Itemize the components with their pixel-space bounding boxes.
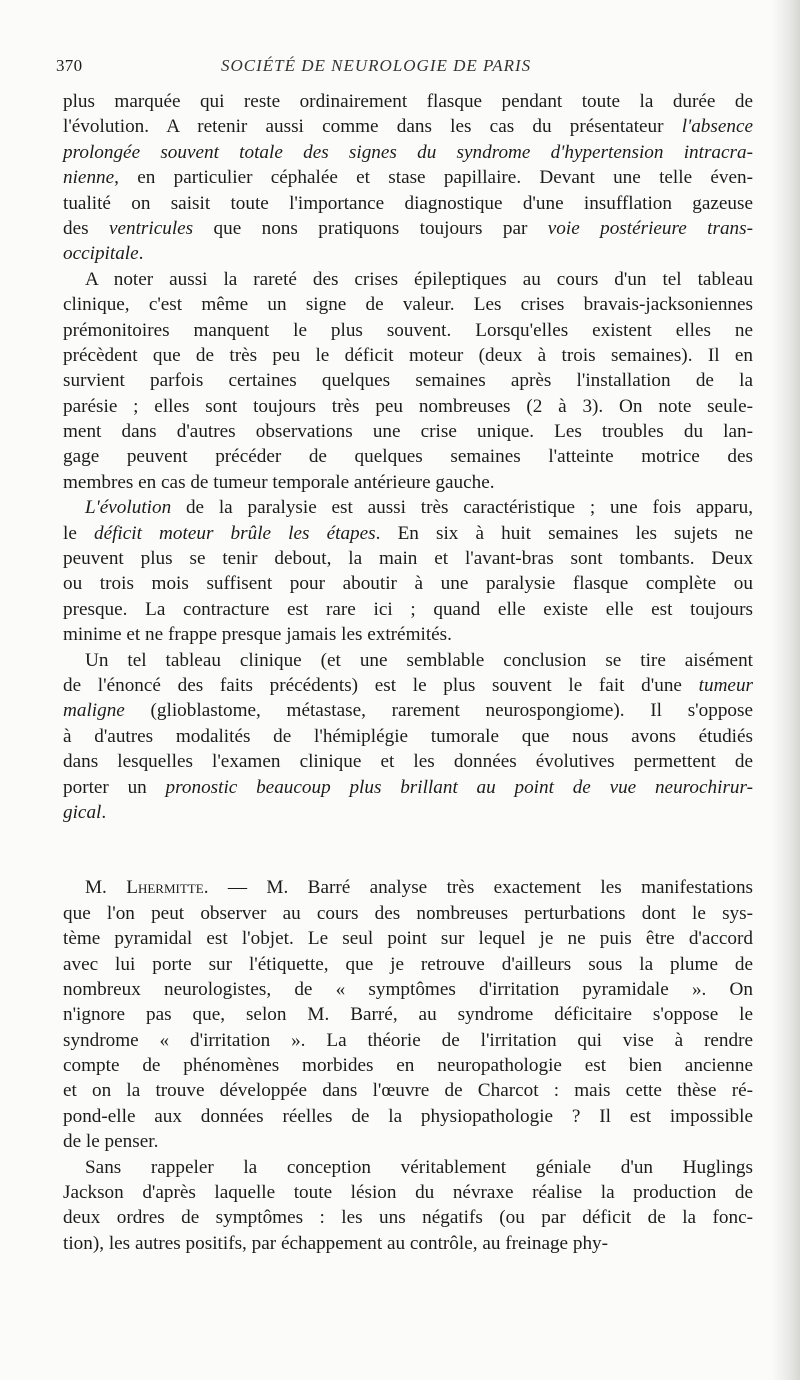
text-run: de la paralysie est aussi très caractéristique ; une fois apparu,	[171, 497, 753, 519]
text-run: n'ignore pas que, selon M. Barré, au syndrome déficitaire s'oppose le	[63, 1004, 753, 1026]
paragraph	[63, 89, 753, 267]
text-line	[63, 1205, 753, 1230]
italic-run: l'absence	[681, 116, 753, 138]
text-run: plus marquée qui reste ordinairement flasque pendant toute la durée de	[63, 91, 753, 112]
text-line	[63, 775, 753, 800]
text-line	[63, 800, 753, 825]
text-line	[63, 1078, 753, 1103]
text-run: gage peuvent précéder de quelques semaines l'atteinte motrice des	[63, 446, 753, 468]
running-head	[56, 56, 744, 80]
text-line	[63, 1104, 753, 1129]
italic-run: voie postérieure trans-	[547, 217, 753, 239]
text-run: prémonitoires manquent le plus souvent. Lorsqu'elles existent elles ne	[63, 319, 753, 341]
text-run: , en particulier céphalée et stase papillaire. Devant une telle éven-	[114, 167, 753, 189]
text-run: de l'énoncé des faits précédents) est le plus souvent le fait d'une	[63, 674, 699, 696]
text-line	[63, 140, 753, 165]
text-run: minime et ne frappe presque jamais les extrémités.	[63, 624, 452, 646]
text-run: parésie ; elles sont toujours très peu nombreuses (2 à 3). On note seule-	[63, 395, 753, 417]
text-line	[63, 546, 753, 571]
text-run: et on la trouve développée dans l'œuvre de Charcot : mais cette thèse ré-	[63, 1080, 753, 1102]
text-run: l'évolution. A retenir aussi comme dans les cas du présentateur	[63, 116, 682, 138]
text-run: tualité on saisit toute l'importance diagnostique d'une insufflation gazeuse	[63, 192, 753, 214]
text-line	[63, 724, 753, 749]
text-line	[63, 89, 753, 114]
text-run: avec lui porte sur l'étiquette, que je retrouve d'ailleurs sous la plume de	[63, 953, 753, 975]
italic-run: nienne	[63, 167, 115, 189]
text-run: le	[63, 522, 94, 544]
italic-run: maligne	[63, 700, 125, 722]
text-line	[63, 216, 753, 241]
text-run: porter un	[63, 776, 166, 798]
italic-run: pronostic beaucoup plus brillant au point de vue neurochirur-	[165, 776, 753, 798]
paragraph	[63, 267, 753, 496]
text-run: que nons pratiquons toujours par	[193, 217, 548, 239]
text-run: deux ordres de symptômes : les uns négatifs (ou par déficit de la fonc-	[63, 1207, 753, 1229]
text-line	[63, 597, 753, 622]
text-run: M.	[85, 877, 127, 899]
text-run: . En six à huit semaines les sujets ne	[375, 522, 753, 544]
text-line	[63, 394, 753, 419]
text-line	[63, 165, 753, 190]
text-line	[63, 495, 753, 520]
text-run: Un tel tableau clinique (et une semblable conclusion se tire aisément	[85, 649, 753, 671]
text-run: des	[63, 217, 109, 239]
italic-run: L'évolution	[85, 497, 172, 519]
text-line	[63, 648, 753, 673]
text-run: dans lesquelles l'examen clinique et les données évolutives permettent de	[63, 751, 753, 773]
journal-title: SOCIÉTÉ DE NEUROLOGIE DE PARIS	[221, 56, 532, 75]
text-line	[63, 749, 753, 774]
text-line	[63, 875, 753, 900]
text-line	[63, 1180, 753, 1205]
text-line	[63, 1002, 753, 1027]
text-line	[63, 241, 753, 266]
text-line	[63, 368, 753, 393]
text-run: ment dans d'autres observations une crise unique. Les troubles du lan-	[63, 421, 753, 443]
text-run: de le penser.	[63, 1131, 159, 1153]
text-line	[63, 571, 753, 596]
italic-run: prolongée souvent totale des signes du syndrome d'hypertension intracra-	[63, 141, 753, 163]
paragraph	[63, 648, 753, 826]
text-run: . — M. Barré analyse très exactement les manifestations	[203, 877, 754, 899]
text-run: (glioblastome, métastase, rarement neurospongiome). Il s'oppose	[124, 700, 753, 722]
text-line	[63, 470, 753, 495]
body-text	[63, 89, 753, 1256]
text-run: clinique, c'est même un signe de valeur. Les crises bravais-jacksoniennes	[63, 294, 753, 316]
text-run: précèdent que de très peu le déficit moteur (deux à trois semaines). Il en	[63, 344, 753, 366]
page-edge-shadow	[772, 0, 800, 1380]
text-run: à d'autres modalités de l'hémiplégie tumorale que nous avons étudiés	[63, 725, 753, 747]
text-run: .	[138, 243, 144, 265]
paragraph	[63, 1155, 753, 1257]
text-line	[63, 926, 753, 951]
italic-run: occipitale	[63, 243, 139, 265]
italic-run: tumeur	[698, 674, 753, 696]
text-run: A noter aussi la rareté des crises épileptiques au cours d'un tel tableau	[85, 268, 753, 290]
text-line	[63, 952, 753, 977]
italic-run: déficit moteur brûle les étapes	[93, 522, 376, 544]
italic-run: ventricules	[108, 217, 194, 239]
text-line	[63, 521, 753, 546]
text-run: tion), les autres positifs, par échappement au contrôle, au freinage phy-	[63, 1232, 609, 1254]
text-line	[63, 901, 753, 926]
italic-run: gical	[63, 801, 102, 823]
text-run: .	[101, 801, 107, 823]
paragraph	[63, 875, 753, 1154]
text-run: peuvent plus se tenir debout, la main et l'avant-bras sont tombants. Deux	[63, 548, 753, 570]
text-line	[63, 1129, 753, 1154]
text-line	[63, 1155, 753, 1180]
text-line	[63, 419, 753, 444]
text-run: Jackson d'après laquelle toute lésion du névraxe réalise la production de	[63, 1182, 753, 1204]
text-run: Sans rappeler la conception véritablement géniale d'un Huglings	[85, 1156, 753, 1178]
paragraph	[63, 495, 753, 647]
text-line	[63, 343, 753, 368]
text-line	[63, 292, 753, 317]
text-line	[63, 444, 753, 469]
text-run: compte de phénomènes morbides en neuropathologie est bien ancienne	[63, 1055, 753, 1077]
text-run: nombreux neurologistes, de « symptômes d'irritation pyramidale ». On	[63, 978, 753, 1000]
text-run: pond-elle aux données réelles de la physiopathologie ? Il est impossible	[63, 1105, 753, 1127]
text-run: que l'on peut observer au cours des nombreuses perturbations dont le sys-	[63, 902, 753, 924]
section-gap	[63, 825, 753, 875]
text-line	[63, 1231, 753, 1256]
text-line	[63, 698, 753, 723]
text-line	[63, 267, 753, 292]
text-line	[63, 673, 753, 698]
text-line	[63, 1053, 753, 1078]
text-run: survient parfois certaines quelques semaines après l'installation de la	[63, 370, 753, 392]
text-run: presque. La contracture est rare ici ; quand elle existe elle est toujours	[63, 598, 753, 620]
small-caps-run: Lhermitte	[126, 877, 204, 899]
text-run: syndrome « d'irritation ». La théorie de l'irritation qui vise à rendre	[63, 1029, 753, 1051]
text-line	[63, 1028, 753, 1053]
text-line	[63, 114, 753, 139]
text-line	[63, 977, 753, 1002]
text-run: tème pyramidal est l'objet. Le seul point sur lequel je ne puis être d'accord	[63, 928, 753, 950]
text-line	[63, 191, 753, 216]
page-number: 370	[56, 56, 83, 75]
text-run: ou trois mois suffisent pour aboutir à une paralysie flasque complète ou	[63, 573, 753, 595]
text-line	[63, 318, 753, 343]
text-line	[63, 622, 753, 647]
text-run: membres en cas de tumeur temporale antérieure gauche.	[63, 471, 495, 493]
